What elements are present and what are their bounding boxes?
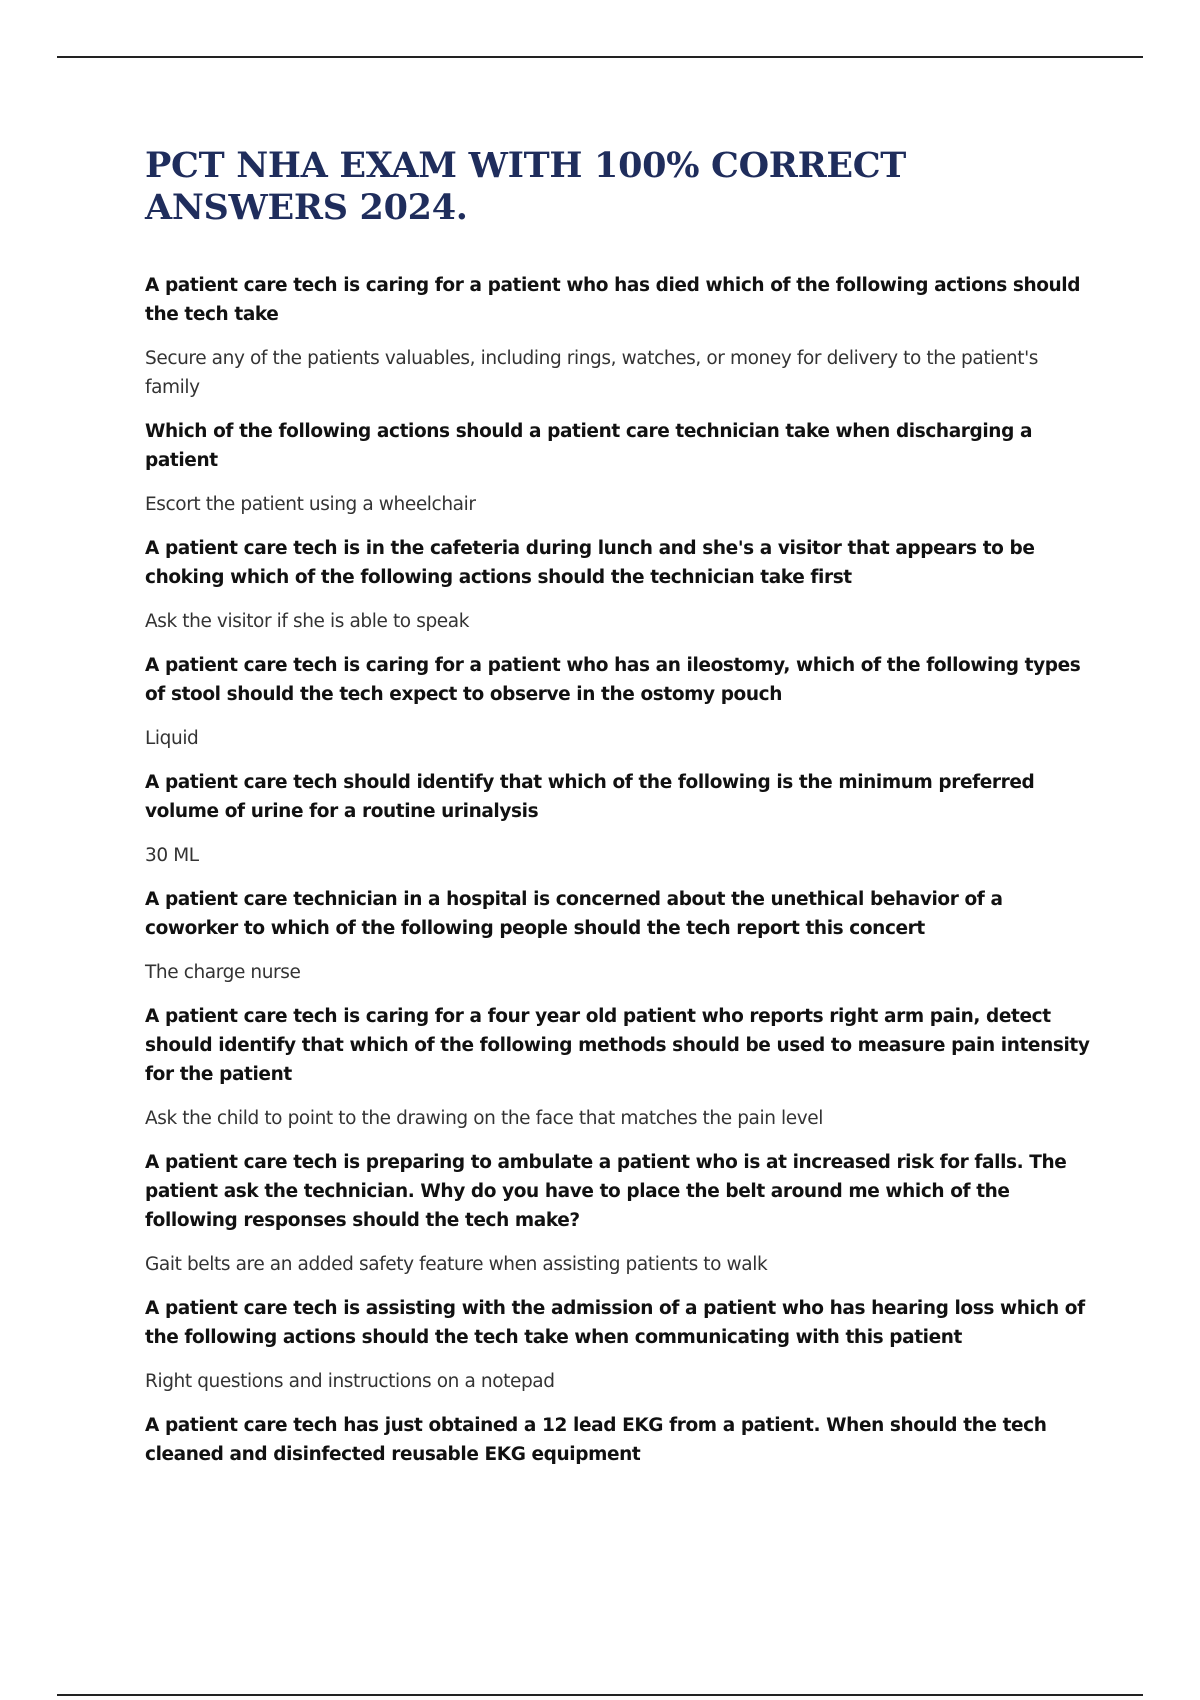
document-body [145,145,1090,1484]
question-text: A patient care tech is assisting with the admission of a patient who has hearing loss which of the following actions should the tech take when communicating with this patient [145,1298,1085,1348]
qa-list [145,271,1090,1469]
bottom-rule [57,1694,1143,1696]
question-text: A patient care tech is caring for a patient who has an ileostomy, which of the following types of stool should the tech expect to observe in the ostomy pouch [145,655,1081,705]
page-title: PCT NHA EXAM WITH 100% CORRECT ANSWERS 2024. [145,145,907,228]
question-text: A patient care tech is caring for a patient who has died which of the following actions should the tech take [145,275,1081,325]
question-text: Which of the following actions should a patient care technician take when discharging a patient [145,421,1033,471]
question-text: A patient care tech is caring for a four year old patient who reports right arm pain, detect should identify that which of the following methods should be used to measure pain intensity for the patient [145,1006,1090,1085]
answer-text: Ask the child to point to the drawing on the face that matches the pain level [145,1108,824,1129]
top-rule [57,56,1143,58]
question-text: A patient care tech should identify that which of the following is the minimum preferred volume of urine for a routine urinalysis [145,772,1035,822]
answer-text: Ask the visitor if she is able to speak [145,611,470,632]
answer-text: Gait belts are an added safety feature when assisting patients to walk [145,1254,768,1275]
answer-text: 30 ML [145,845,199,866]
question-text: A patient care technician in a hospital is concerned about the unethical behavior of a coworker to which of the following people should the tech report this concert [145,889,1003,939]
question-text: A patient care tech is preparing to ambulate a patient who is at increased risk for falls. The patient ask the technician. Why do you have to place the belt around me which of the following responses should the tech make? [145,1152,1067,1231]
answer-text: Escort the patient using a wheelchair [145,494,476,515]
answer-text: Secure any of the patients valuables, including rings, watches, or money for delivery to the patient's family [145,348,1038,398]
question-text: A patient care tech is in the cafeteria during lunch and she's a visitor that appears to be choking which of the following actions should the technician take first [145,538,1035,588]
answer-text: Right questions and instructions on a notepad [145,1371,555,1392]
answer-text: The charge nurse [145,962,301,983]
question-text: A patient care tech has just obtained a 12 lead EKG from a patient. When should the tech cleaned and disinfected reusable EKG equipment [145,1415,1047,1465]
answer-text: Liquid [145,728,199,749]
